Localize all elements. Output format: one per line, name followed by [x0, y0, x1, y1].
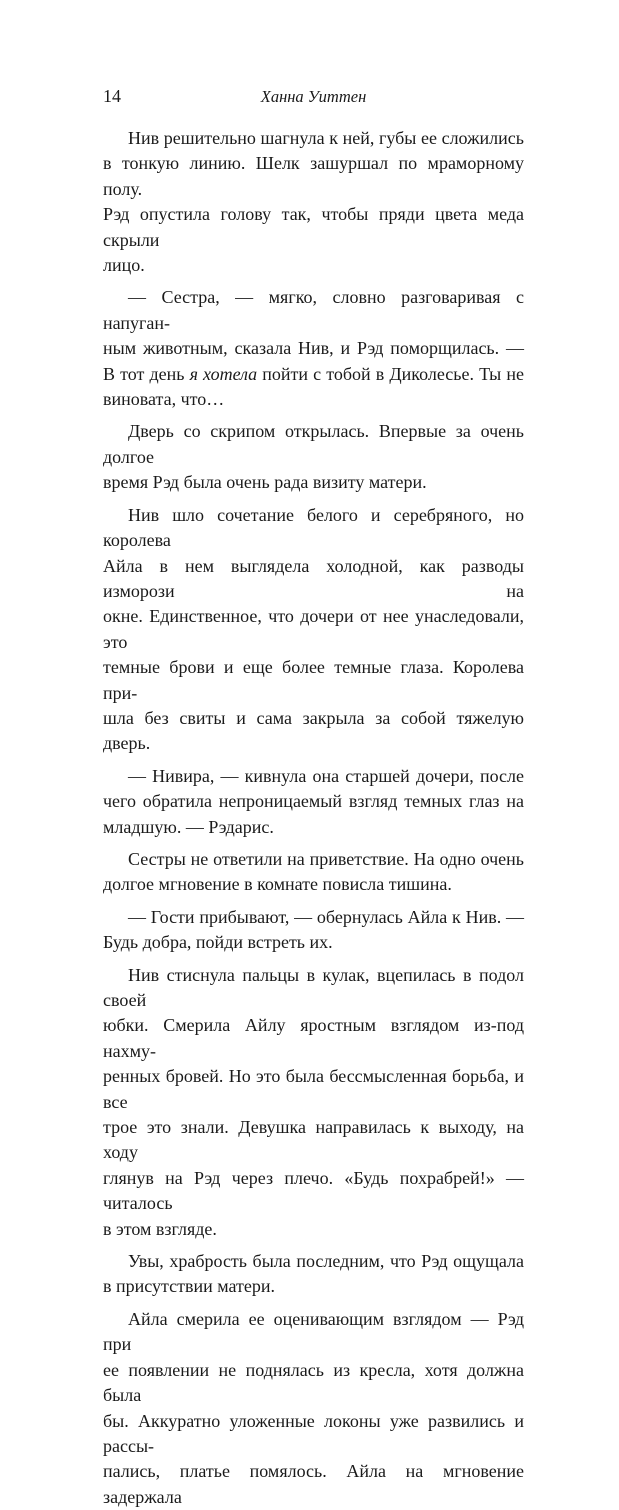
paragraph-5 [103, 764, 524, 840]
text-line: в этом взгляде. [103, 1218, 217, 1239]
text-line: Сестры не ответили на приветствие. На одно очень [128, 848, 524, 869]
text-line: — Нивира, — кивнула она старшей дочери, после [128, 765, 524, 786]
text-line: Нив шло сочетание белого и серебряного, но королева [103, 504, 524, 551]
text-line: окне. Единственное, что дочери от нее унаследовали, это [103, 606, 524, 652]
page-number: 14 [103, 86, 121, 106]
text-line: ренных бровей. Но это была бессмысленная борьба, и все [103, 1066, 524, 1112]
paragraph-1 [103, 126, 524, 278]
text-line: трое это знали. Девушка направилась к выходу, на ходу [103, 1117, 524, 1163]
text-line: время Рэд была очень рада визиту матери. [103, 472, 427, 493]
text-line: Нив решительно шагнула к ней, губы ее сложились [128, 128, 524, 148]
text-line: — Гости прибывают, — обернулась Айла к Нив. — [128, 906, 524, 927]
paragraph-9 [103, 1249, 524, 1300]
text-line: юбки. Смерила Айлу яростным взглядом из-под нахму- [103, 1015, 524, 1061]
body-text [103, 126, 524, 1510]
text-line: Будь добра, пойди встреть их. [103, 932, 333, 953]
text-line: Увы, храбрость была последним, что Рэд ощущала [128, 1251, 524, 1272]
text-line: ным животным, сказала Нив, и Рэд поморщилась. — [103, 338, 524, 359]
text-line: младшую. — Рэдарис. [103, 816, 274, 837]
paragraph-2 [103, 285, 524, 412]
text-line: Дверь со скрипом открылась. Впервые за очень долгое [103, 421, 524, 467]
text-line: — Сестра, — мягко, словно разговаривая с напуган- [103, 287, 524, 333]
running-title: Ханна Уиттен [260, 87, 367, 106]
text-line: виновата, что… [103, 389, 225, 410]
text-line: Рэд опустила голову так, чтобы пряди цвета меда скрыли [103, 204, 524, 250]
text-line: лицо. [103, 255, 145, 276]
text-line: ее появлении не поднялась из кресла, хотя должна была [103, 1359, 524, 1406]
text-line: Айла смерила ее оценивающим взглядом — Рэд при [103, 1308, 524, 1355]
text-line: шла без свиты и сама закрыла за собой тяжелую дверь. [103, 707, 524, 754]
paragraph-6 [103, 847, 524, 898]
text-line: долгое мгновение в комнате повисла тишина. [103, 874, 452, 895]
text-line: в присутствии матери. [103, 1276, 276, 1297]
text-line: глянув на Рэд через плечо. «Будь похрабрей!» — читалось [103, 1167, 524, 1214]
paragraph-8 [103, 963, 524, 1242]
text-line: Нив стиснула пальцы в кулак, вцепилась в подол своей [103, 964, 524, 1010]
paragraph-4 [103, 503, 524, 757]
text-line: бы. Аккуратно уложенные локоны уже развились и рассы- [103, 1410, 524, 1456]
text-line: чего обратила непроницаемый взгляд темных глаз на [103, 791, 524, 812]
text-line: темные брови и еще более темные глаза. Королева при- [103, 657, 524, 703]
text-line: В тот день я хотела пойти с тобой в Диколесье. Ты не [103, 363, 524, 384]
paragraph-3 [103, 419, 524, 495]
text-line: Айла в нем выглядела холодной, как разводы изморози на [103, 555, 524, 601]
text-line: пались, платье помялось. Айла на мгновение задержала [103, 1461, 524, 1507]
page-header [103, 86, 524, 110]
paragraph-10 [103, 1307, 524, 1510]
text-line: в тонкую линию. Шелк зашуршал по мраморному полу. [103, 153, 524, 199]
paragraph-7 [103, 905, 524, 956]
